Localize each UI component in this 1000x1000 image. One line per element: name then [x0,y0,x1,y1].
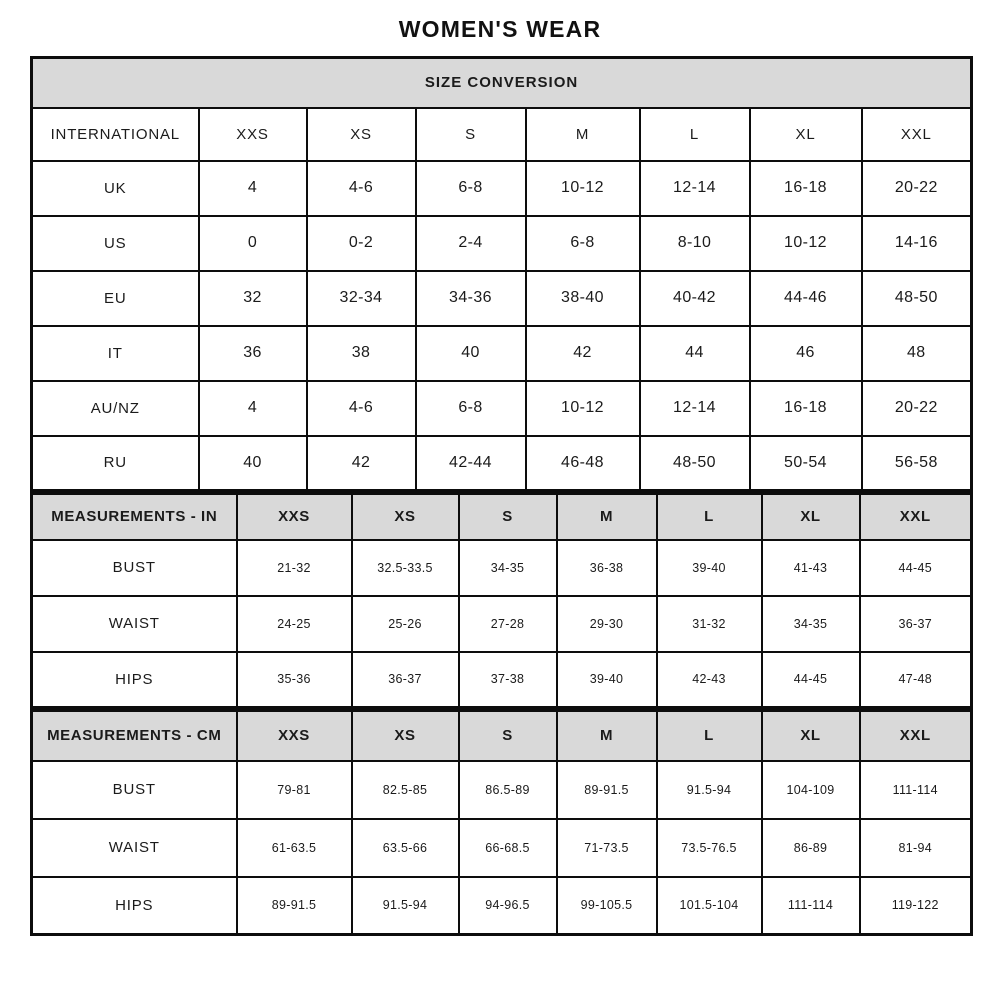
measurement-value-cell: 81-94 [860,819,972,877]
size-value-cell: 50-54 [750,436,862,491]
size-header-cell: XL [762,711,860,761]
size-value-cell: 40 [416,326,526,381]
size-value-cell: 12-14 [640,161,750,216]
size-value-cell: 42 [526,326,640,381]
table-row [32,540,972,596]
measurement-value-cell: 66-68.5 [459,819,557,877]
size-value-cell: 16-18 [750,161,862,216]
size-value-cell: 32 [199,271,307,326]
size-value-cell: 10-12 [750,216,862,271]
size-value-cell: 0-2 [307,216,416,271]
table-row [32,761,972,819]
measurement-value-cell: 29-30 [557,596,657,652]
measurement-value-cell: 82.5-85 [352,761,459,819]
size-value-cell: 44 [640,326,750,381]
table-row [32,161,972,216]
size-value-cell: 10-12 [526,381,640,436]
measurement-value-cell: 79-81 [237,761,352,819]
measurement-value-cell: 89-91.5 [237,877,352,935]
measurement-value-cell: 36-37 [352,652,459,708]
table-row [32,216,972,271]
size-value-cell: 2-4 [416,216,526,271]
measurement-label-cell: WAIST [32,596,237,652]
measurement-value-cell: 39-40 [557,652,657,708]
measurement-value-cell: 94-96.5 [459,877,557,935]
size-header-cell: XS [352,711,459,761]
measurement-value-cell: 36-38 [557,540,657,596]
size-value-cell: 46 [750,326,862,381]
measurement-value-cell: 63.5-66 [352,819,459,877]
size-header-cell: S [459,711,557,761]
size-conversion-header: SIZE CONVERSION [32,58,972,108]
measurement-value-cell: 44-45 [860,540,972,596]
measurement-label-cell: HIPS [32,652,237,708]
measurement-value-cell: 24-25 [237,596,352,652]
column-header-row [32,494,972,540]
measurement-value-cell: 44-45 [762,652,860,708]
measurement-label-cell: WAIST [32,819,237,877]
measurement-value-cell: 71-73.5 [557,819,657,877]
size-value-cell: 6-8 [416,381,526,436]
size-header-cell: M [526,108,640,161]
measurement-value-cell: 47-48 [860,652,972,708]
size-value-cell: 40 [199,436,307,491]
table-row [32,271,972,326]
size-value-cell: 6-8 [416,161,526,216]
column-header-row [32,108,972,161]
measurement-label-cell: BUST [32,761,237,819]
measurement-value-cell: 101.5-104 [657,877,762,935]
size-header-cell: XXS [199,108,307,161]
size-value-cell: 42-44 [416,436,526,491]
measurement-value-cell: 91.5-94 [657,761,762,819]
size-value-cell: 48 [862,326,972,381]
size-value-cell: 4 [199,381,307,436]
size-header-cell: L [640,108,750,161]
table-row [32,326,972,381]
region-label-cell: AU/NZ [32,381,199,436]
size-header-cell: XXS [237,494,352,540]
size-value-cell: 0 [199,216,307,271]
size-value-cell: 56-58 [862,436,972,491]
size-value-cell: 4 [199,161,307,216]
measurement-value-cell: 42-43 [657,652,762,708]
measurement-label-cell: BUST [32,540,237,596]
measurement-value-cell: 37-38 [459,652,557,708]
measurement-value-cell: 32.5-33.5 [352,540,459,596]
table-row [32,652,972,708]
size-value-cell: 6-8 [526,216,640,271]
table-row [32,819,972,877]
measurements-header-cell: MEASUREMENTS - IN [32,494,237,540]
size-value-cell: 12-14 [640,381,750,436]
size-header-cell: S [416,108,526,161]
measurement-value-cell: 34-35 [459,540,557,596]
size-header-cell: XL [762,494,860,540]
size-value-cell: 32-34 [307,271,416,326]
measurement-value-cell: 31-32 [657,596,762,652]
size-conversion-table [30,56,973,492]
region-label-cell: US [32,216,199,271]
size-header-cell: XS [307,108,416,161]
measurements-cm-table [30,709,973,936]
measurement-value-cell: 73.5-76.5 [657,819,762,877]
size-value-cell: 36 [199,326,307,381]
size-header-cell: S [459,494,557,540]
size-conversion-header-row [32,58,972,108]
size-value-cell: 20-22 [862,381,972,436]
measurement-value-cell: 104-109 [762,761,860,819]
measurement-value-cell: 27-28 [459,596,557,652]
size-value-cell: 46-48 [526,436,640,491]
measurement-value-cell: 61-63.5 [237,819,352,877]
size-value-cell: 38-40 [526,271,640,326]
size-value-cell: 34-36 [416,271,526,326]
measurement-value-cell: 86-89 [762,819,860,877]
size-value-cell: 42 [307,436,416,491]
measurement-value-cell: 111-114 [762,877,860,935]
table-row [32,381,972,436]
region-label-cell: RU [32,436,199,491]
size-value-cell: 4-6 [307,161,416,216]
measurement-value-cell: 34-35 [762,596,860,652]
size-value-cell: 48-50 [640,436,750,491]
measurement-label-cell: HIPS [32,877,237,935]
measurements-in-table [30,492,973,709]
measurement-value-cell: 91.5-94 [352,877,459,935]
table-row [32,877,972,935]
international-header-cell: INTERNATIONAL [32,108,199,161]
size-header-cell: XXL [862,108,972,161]
size-header-cell: XXL [860,711,972,761]
size-header-cell: XS [352,494,459,540]
size-value-cell: 44-46 [750,271,862,326]
region-label-cell: IT [32,326,199,381]
size-value-cell: 4-6 [307,381,416,436]
size-value-cell: 48-50 [862,271,972,326]
size-value-cell: 14-16 [862,216,972,271]
measurement-value-cell: 99-105.5 [557,877,657,935]
size-value-cell: 8-10 [640,216,750,271]
size-header-cell: XL [750,108,862,161]
measurement-value-cell: 25-26 [352,596,459,652]
table-row [32,596,972,652]
measurement-value-cell: 89-91.5 [557,761,657,819]
measurement-value-cell: 111-114 [860,761,972,819]
measurement-value-cell: 21-32 [237,540,352,596]
column-header-row [32,711,972,761]
table-row [32,436,972,491]
size-value-cell: 40-42 [640,271,750,326]
measurement-value-cell: 35-36 [237,652,352,708]
page-title: WOMEN'S WEAR [398,16,602,42]
measurements-header-cell: MEASUREMENTS - CM [32,711,237,761]
size-header-cell: M [557,494,657,540]
size-header-cell: XXL [860,494,972,540]
size-value-cell: 16-18 [750,381,862,436]
measurement-value-cell: 86.5-89 [459,761,557,819]
size-value-cell: 10-12 [526,161,640,216]
size-value-cell: 20-22 [862,161,972,216]
measurement-value-cell: 36-37 [860,596,972,652]
measurement-value-cell: 39-40 [657,540,762,596]
size-header-cell: L [657,494,762,540]
region-label-cell: UK [32,161,199,216]
size-header-cell: XXS [237,711,352,761]
measurement-value-cell: 119-122 [860,877,972,935]
region-label-cell: EU [32,271,199,326]
size-header-cell: M [557,711,657,761]
size-header-cell: L [657,711,762,761]
measurement-value-cell: 41-43 [762,540,860,596]
size-value-cell: 38 [307,326,416,381]
